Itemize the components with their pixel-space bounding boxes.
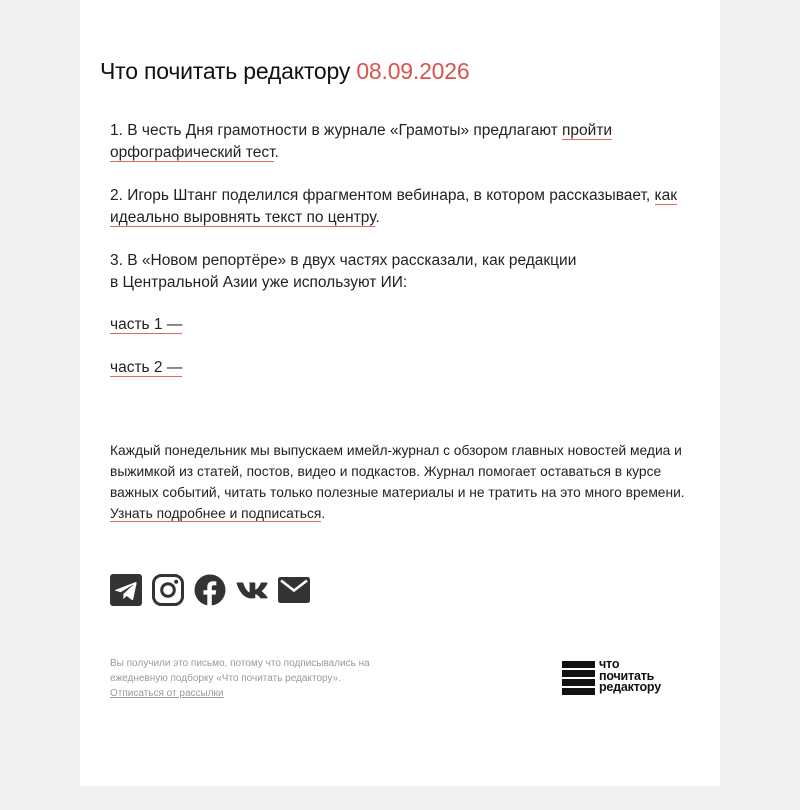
digest-item-1 (110, 120, 700, 164)
email-icon[interactable] (278, 574, 310, 606)
part-1-link[interactable]: часть 1 — (110, 316, 183, 333)
about-text: Каждый понедельник мы выпускаем имейл-журнал с обзором главных новостей медиа и выжимкой из статей, постов, видео и подкастов. Журнал помогает оставаться в курсе важных событий, читать только полезные материалы и не тратить на это много времени. (110, 443, 685, 500)
digest-item-2-text: 2. Игорь Штанг поделился фрагментом вебинара, в котором рассказывает, (110, 187, 655, 204)
parts-list (110, 314, 700, 379)
page-title (100, 58, 469, 85)
email-card (80, 0, 720, 786)
brand-logo[interactable] (562, 657, 692, 696)
part-2-link[interactable]: часть 2 — (110, 359, 183, 376)
logo-bars-icon (562, 661, 595, 697)
about-paragraph (110, 440, 700, 524)
digest-item-1-text: 1. В честь Дня грамотности в журнале «Грамоты» предлагают (110, 122, 563, 139)
logo-wordmark (599, 659, 661, 694)
unsubscribe-link[interactable]: Отписаться от рассылки (110, 688, 224, 699)
digest-item-2-period: . (375, 209, 380, 226)
footer-notice (110, 656, 400, 701)
footer-line-1: Вы получили это письмо, потому что подписывались на (110, 658, 370, 669)
logo-line-1: что (599, 657, 620, 671)
footer-line-2: ежедневную подборку «Что почитать редактору». (110, 673, 341, 684)
vk-icon[interactable] (236, 574, 268, 606)
logo-line-3: редактору (599, 680, 661, 694)
digest-item-1-link[interactable]: пройти орфографический тест (110, 122, 613, 161)
instagram-icon[interactable] (152, 574, 184, 606)
digest-item-3-line2: в Центральной Азии уже используют ИИ: (110, 274, 408, 291)
facebook-icon[interactable] (194, 574, 226, 606)
digest-item-1-period: . (274, 144, 279, 161)
digest-item-3-line1: 3. В «Новом репортёре» в двух частях рассказали, как редакции (110, 252, 577, 269)
digest-list (110, 120, 700, 400)
social-links (110, 574, 310, 606)
digest-item-3 (110, 250, 700, 294)
title-date: 08.09.2026 (356, 58, 470, 84)
part-2 (110, 357, 700, 379)
digest-item-2 (110, 185, 700, 229)
digest-item-2-link[interactable]: как идеально выровнять текст по центру (110, 187, 678, 226)
about-period: . (321, 506, 326, 521)
logo-line-2: почитать (599, 668, 655, 683)
part-1 (110, 314, 700, 336)
subscribe-link[interactable]: Узнать подробнее и подписаться (110, 506, 322, 521)
title-text: Что почитать редактору (100, 58, 351, 84)
telegram-icon[interactable] (110, 574, 142, 606)
